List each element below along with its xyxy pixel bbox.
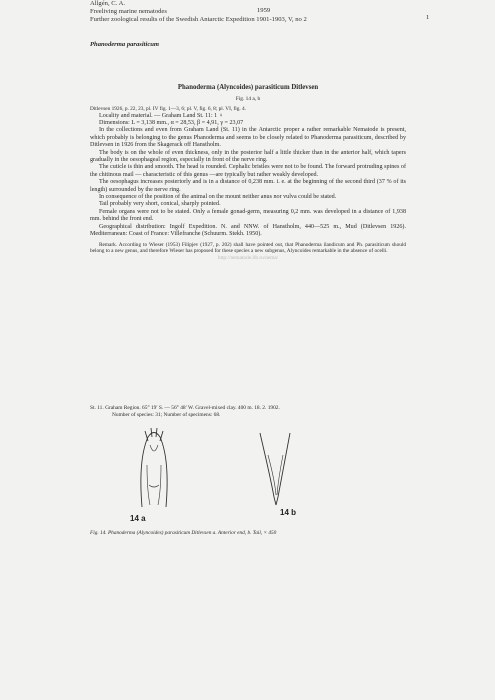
figure-label-a: 14 a	[130, 514, 146, 523]
watermark-url: http://nematode.lib.ru/nema/	[217, 254, 279, 261]
dimensions-line: Dimensions: L = 3,138 mm., α = 28,53, β = 4,91, γ = 23,07	[99, 120, 244, 126]
body-paragraph: Female organs were not to be stated. Only a female gonad-germ, measuring 0,2 mm. was developed in a distance of 1,938 mm. behind the front end.	[90, 208, 406, 223]
body-paragraph: In the collections and even from Graham Land (St. 11) in the Antarctic proper a rather remarkable Nematode is present, which probably is belonging to the genus Phanoderma and seems to be closely related to Phanoderma parasiticum, described by Ditlevsen in 1926 from the Skagerack off Hanstholm.	[90, 127, 406, 149]
figure-drawings	[90, 425, 406, 525]
header-author: Allgén, C. A.	[90, 0, 125, 7]
station-line: St. 11. Graham Region. 65° 19′ S. — 56° 48′ W. Gravel-mixed clay. 400 m. 18. 2. 1902.	[90, 405, 280, 411]
article-title: Phanoderma (Alyncoides) parasiticum Ditlevsen	[177, 84, 319, 91]
station-info	[90, 405, 406, 418]
figure-reference: Fig. 14 a, b	[235, 96, 261, 102]
header-source: Further zoological results of the Swedish Antarctic Expedition 1901-1903, V, no 2	[90, 16, 307, 23]
body-paragraph: The body is on the whole of even thickness, only in the posterior half a little thicker than in the anterior half, which tapers gradually in the oesophageal region, especially in front of the nerve ring.	[90, 149, 406, 164]
synonymy-line: Ditlevsen 1926, p. 22, 23, pl. IV fig. 1—3, 6; pl. V, fig. 6, 8; pl. VI, fig. 4.	[90, 106, 247, 112]
species-heading: Phanoderma parasiticum	[90, 41, 160, 48]
species-count-line: Number of species: 31; Number of specimens: 68.	[112, 411, 221, 418]
locality-line: Locality and material. — Graham Land St. 11: 1 ♀	[99, 112, 224, 119]
page-number: 1	[426, 14, 430, 21]
header-year: 1959	[257, 7, 271, 14]
body-paragraph: The oesophagus increases posteriorly and is in a distance of 0,238 mm. i. e. at the beginning of the second third (37 % of its length) surrounded by the nerve ring.	[90, 179, 406, 193]
header-series: Freeliving marine nematodes	[90, 8, 167, 15]
figure-label-b: 14 b	[280, 508, 297, 517]
anterior-end-drawing	[141, 428, 167, 507]
body-paragraph: Geographical distribution: Ingolf Expedition. N. and NNW. of Hanstholm, 440—525 m., Mud (Ditlevsen 1926). Mediterranean: Coast of France: Villefranche (Schuurm. Stekh. 1950).	[90, 223, 406, 238]
figure-14	[90, 425, 406, 525]
figure-caption: Fig. 14. Phanoderma (Alyncoides) parasiticum Ditlevsen a. Anterior end, b. Tail, × 450	[90, 530, 277, 536]
tail-drawing	[260, 433, 290, 505]
body-paragraph: The cuticle is thin and smooth. The head is rounded. Cephalic bristles were not to be found. The forward protruding spines of the chitinous mail — characteristic of this genus —are typically but rather weakly developed.	[90, 164, 406, 178]
article-body	[90, 106, 406, 261]
remark-paragraph: Remark. According to Wieser (1953) Filipjev (1927, p. 202) shall have pointed out, that Phanoderma ilandicum and Ph. parasiticum should belong to a new genus, and therefore Wieser has proposed for these species a new subgenus, Alyncoides remarkable in the absence of ocelli.	[90, 241, 406, 255]
body-paragraph: Tail probably very short, conical, sharply pointed.	[99, 201, 221, 208]
body-paragraph: In consequence of the position of the animal on the mount neither anus nor vulva could be stated.	[99, 194, 337, 201]
